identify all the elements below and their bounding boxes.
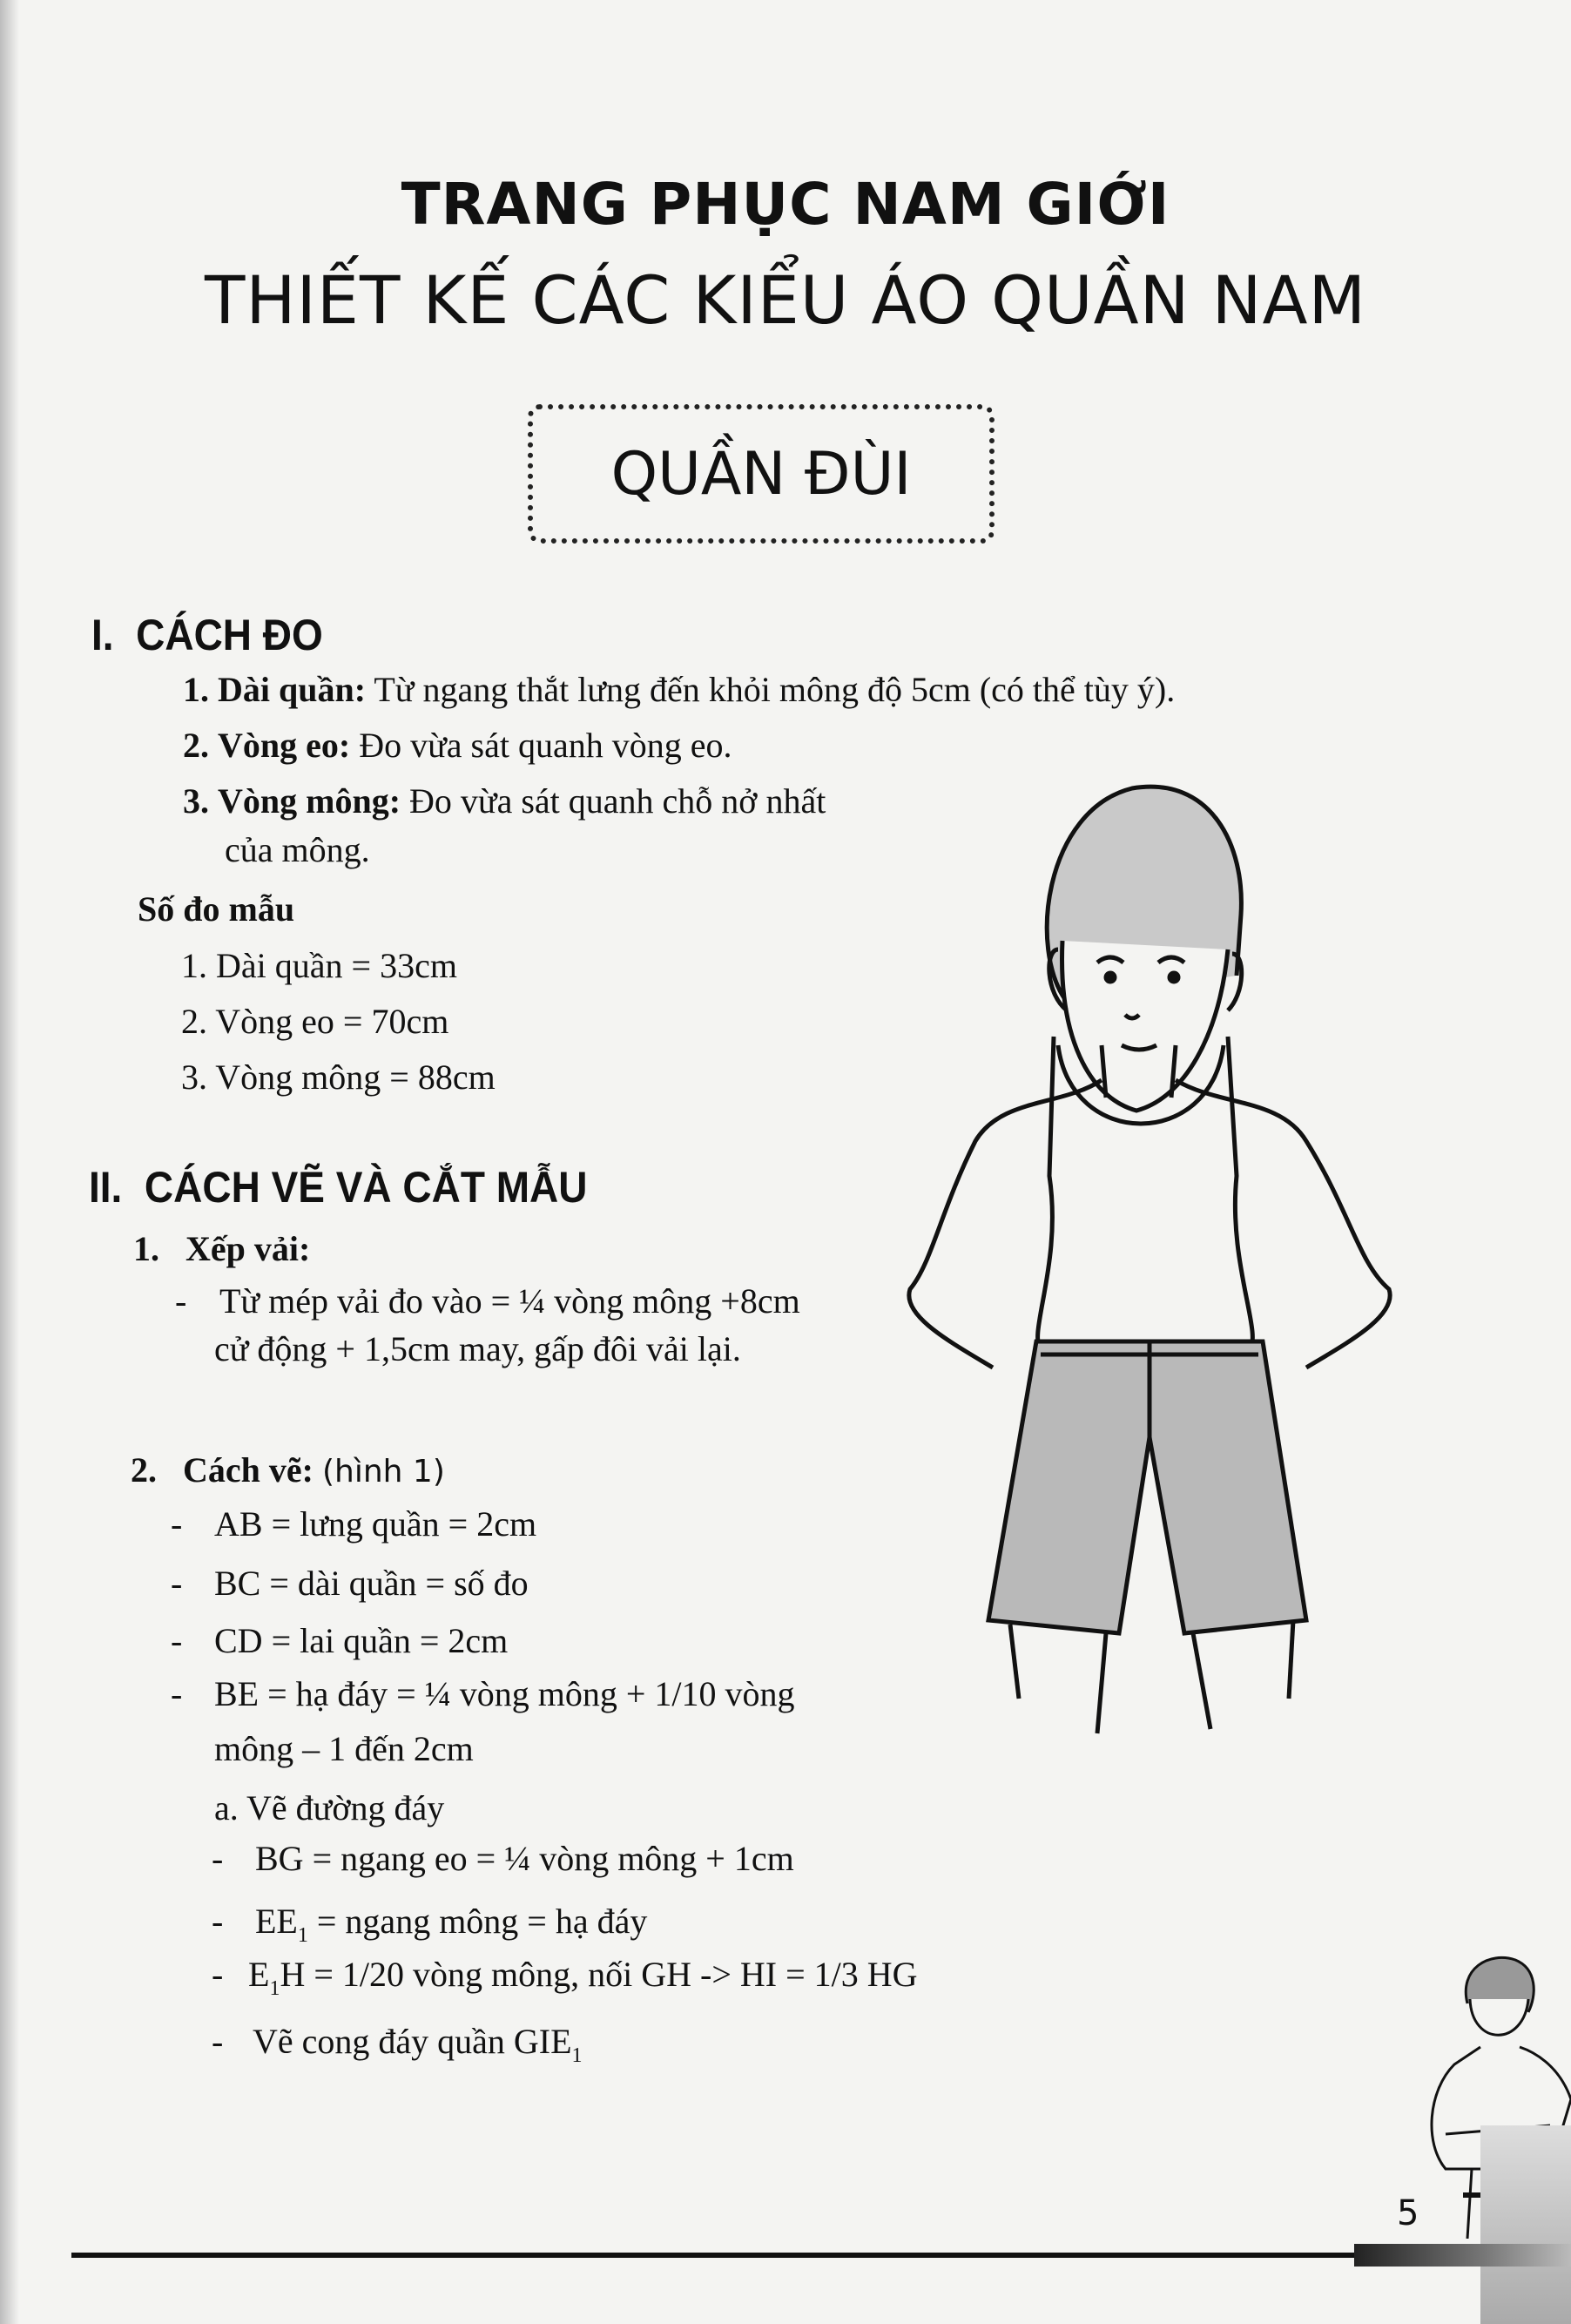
- dash: -: [212, 1955, 224, 1994]
- boxed-heading: [528, 404, 995, 544]
- text: H = 1/20 vòng mông, nối GH -> HI = 1/3 HG: [280, 1955, 918, 1994]
- draw-line: BC = dài quần = số đo: [214, 1564, 529, 1603]
- step1-line2: cử động + 1,5cm may, gấp đôi vải lại.: [214, 1329, 741, 1368]
- page-edge-shadow: [0, 0, 19, 2324]
- section1-number: I.: [91, 611, 114, 659]
- sub-line-bg: BG = ngang eo = ¼ vòng mông + 1cm: [255, 1839, 794, 1878]
- draw-line-cont: mông – 1 đến 2cm: [214, 1729, 474, 1768]
- section2-heading: [89, 1162, 587, 1213]
- dash: -: [212, 2022, 224, 2061]
- item-num: 2.: [183, 726, 209, 765]
- sub-line-e1h: [248, 1954, 918, 2001]
- subscript: 1: [297, 1924, 308, 1947]
- page-subtitle: THIẾT KẾ CÁC KIỂU ÁO QUẦN NAM: [204, 261, 1367, 339]
- item-text: Từ ngang thắt lưng đến khỏi mông độ 5cm (có thể tùy ý).: [366, 670, 1176, 709]
- item-num: 3.: [183, 781, 209, 821]
- boxed-heading-text: QUẦN ĐÙI: [610, 439, 912, 509]
- sample-item: 3. Vòng mông = 88cm: [181, 1057, 496, 1097]
- draw-line: BE = hạ đáy = ¼ vòng mông + 1/10 vòng: [214, 1674, 795, 1713]
- step1-line1: Từ mép vải đo vào = ¼ vòng mông +8cm: [219, 1281, 800, 1321]
- section2-number: II.: [89, 1163, 123, 1212]
- item-text: Đo vừa sát quanh vòng eo.: [350, 726, 732, 765]
- step-note: (hình 1): [321, 1454, 445, 1490]
- sample-heading: Số đo mẫu: [138, 889, 295, 929]
- dash: -: [175, 1281, 187, 1321]
- subscript: 1: [571, 2044, 583, 2067]
- text: = ngang mông = hạ đáy: [307, 1902, 648, 1941]
- dash: -: [212, 1839, 224, 1878]
- section1-heading: [91, 610, 323, 660]
- step-num: 1.: [133, 1229, 159, 1268]
- page-title: TRANG PHỤC NAM GIỚI: [401, 171, 1170, 238]
- item-text: Đo vừa sát quanh chỗ nở nhất: [401, 781, 826, 821]
- step1-heading: [133, 1228, 310, 1269]
- measure-item-2: [183, 725, 732, 766]
- item-label: Vòng eo:: [218, 726, 351, 765]
- section1-title: CÁCH ĐO: [136, 611, 323, 659]
- draw-line: CD = lai quần = 2cm: [214, 1621, 509, 1660]
- step2-heading: [131, 1449, 445, 1490]
- step-label: Cách vẽ:: [183, 1450, 314, 1490]
- sub-heading-a: a. Vẽ đường đáy: [214, 1788, 445, 1827]
- footer-rule: [71, 2253, 1421, 2258]
- dash: -: [212, 1902, 224, 1941]
- page-corner-shadow: [1480, 2125, 1571, 2324]
- sample-item: 1. Dài quần = 33cm: [181, 946, 457, 985]
- measure-item-3-cont: của mông.: [225, 830, 370, 869]
- page-number: 5: [1397, 2193, 1419, 2233]
- measure-item-3: [183, 780, 826, 821]
- step-label: Xếp vải:: [185, 1229, 311, 1268]
- dash: -: [171, 1621, 183, 1660]
- step-num: 2.: [131, 1450, 157, 1490]
- man-in-shorts-illustration: [897, 775, 1402, 1742]
- subscript: 1: [269, 1977, 280, 2000]
- draw-line: AB = lưng quần = 2cm: [214, 1504, 537, 1544]
- item-num: 1.: [183, 670, 209, 709]
- dash: -: [171, 1504, 183, 1544]
- text: E: [248, 1955, 270, 1994]
- section2-title: CÁCH VẼ VÀ CẮT MẪU: [144, 1163, 588, 1212]
- item-label: Dài quần:: [218, 670, 367, 709]
- sub-line-ve: [253, 2021, 583, 2068]
- dash: -: [171, 1674, 183, 1713]
- sub-line-ee1: [255, 1901, 647, 1948]
- dash: -: [171, 1564, 183, 1603]
- text: EE: [255, 1902, 298, 1941]
- measure-item-1: [183, 669, 1175, 710]
- footer-rule-bar: [1354, 2244, 1571, 2267]
- text: Vẽ cong đáy quần GIE: [253, 2022, 572, 2061]
- sample-item: 2. Vòng eo = 70cm: [181, 1002, 449, 1041]
- item-label: Vòng mông:: [218, 781, 401, 821]
